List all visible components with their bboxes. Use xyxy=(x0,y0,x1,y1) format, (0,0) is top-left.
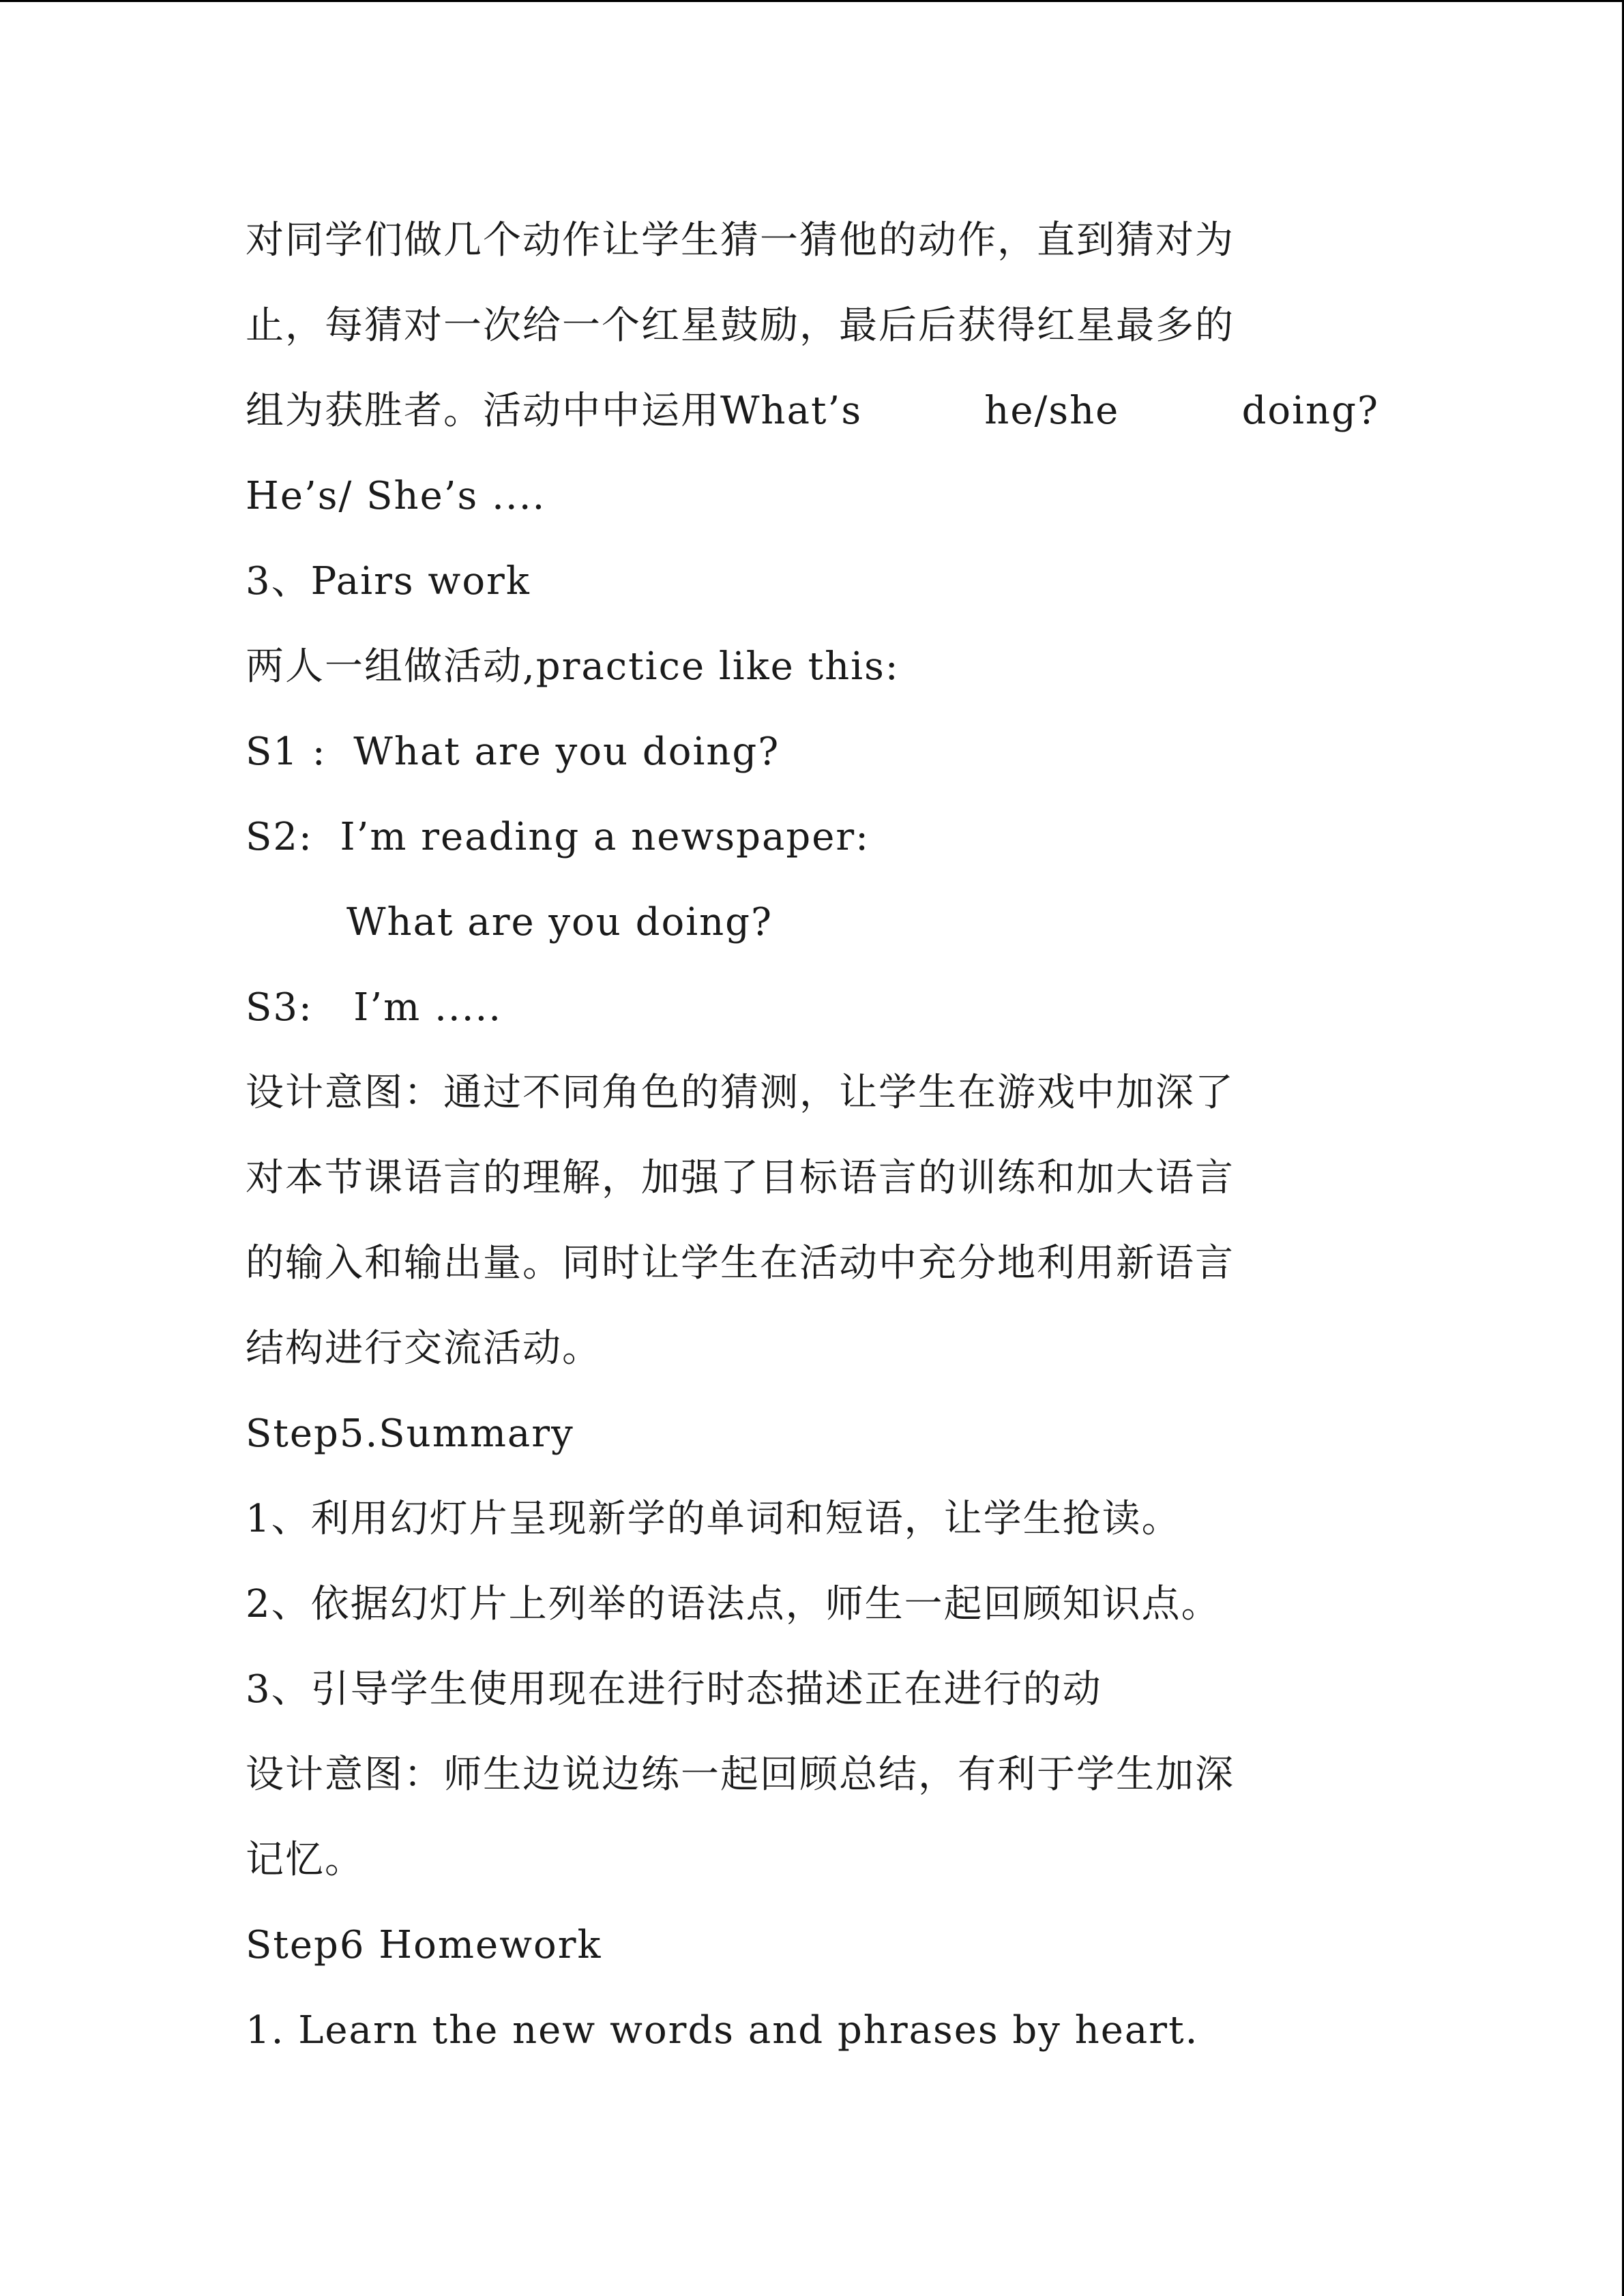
design-intent-line-1: 设计意图：通过不同角色的猜测，让学生在游戏中加深了 xyxy=(246,1071,1235,1115)
dialogue-line-s2-question: What are you doing? xyxy=(346,900,773,944)
page-top-border xyxy=(0,0,1624,2)
summary-item-3: 3、引导学生使用现在进行时态描述正在进行的动 xyxy=(246,1667,1102,1712)
text-line-3-part-3: doing? xyxy=(1241,389,1379,433)
text-line-3-part-2: he/she xyxy=(984,389,1120,433)
summary-item-1: 1、利用幻灯片呈现新学的单词和短语，让学生抢读。 xyxy=(246,1497,1181,1541)
text-line-1: 对同学们做几个动作让学生猜一猜他的动作，直到猜对为 xyxy=(246,218,1235,263)
design-intent-line-4: 结构进行交流活动。 xyxy=(246,1326,602,1371)
text-line-6: 两人一组做活动,practice like this: xyxy=(246,644,900,689)
dialogue-line-s1: S1 : What are you doing? xyxy=(246,730,780,774)
dialogue-line-s3: S3: I’m ..... xyxy=(246,985,503,1030)
summary-item-2: 2、依据幻灯片上列举的语法点，师生一起回顾知识点。 xyxy=(246,1582,1221,1626)
design-intent-line-3: 的输入和输出量。同时让学生在活动中充分地利用新语言 xyxy=(246,1241,1235,1285)
summary-design-intent-line-1: 设计意图：师生边说边练一起回顾总结，有利于学生加深 xyxy=(246,1753,1235,1797)
design-intent-line-2: 对本节课语言的理解，加强了目标语言的训练和加大语言 xyxy=(246,1156,1235,1200)
section-heading-pairs-work: 3、Pairs work xyxy=(246,559,531,603)
summary-design-intent-line-2: 记忆。 xyxy=(246,1838,364,1882)
section-heading-homework: Step6 Homework xyxy=(246,1923,602,1967)
text-line-2: 止，每猜对一次给一个红星鼓励，最后后获得红星最多的 xyxy=(246,303,1235,348)
dialogue-line-s2: S2: I’m reading a newspaper: xyxy=(246,815,870,859)
homework-item-1: 1. Learn the new words and phrases by heart. xyxy=(246,2008,1199,2053)
text-line-3 xyxy=(246,387,1379,435)
text-line-3-part-1: 组为获胜者。活动中中运用What’s xyxy=(246,389,863,433)
section-heading-summary: Step5.Summary xyxy=(246,1412,574,1456)
text-line-4: He’s/ She’s .... xyxy=(246,474,546,518)
